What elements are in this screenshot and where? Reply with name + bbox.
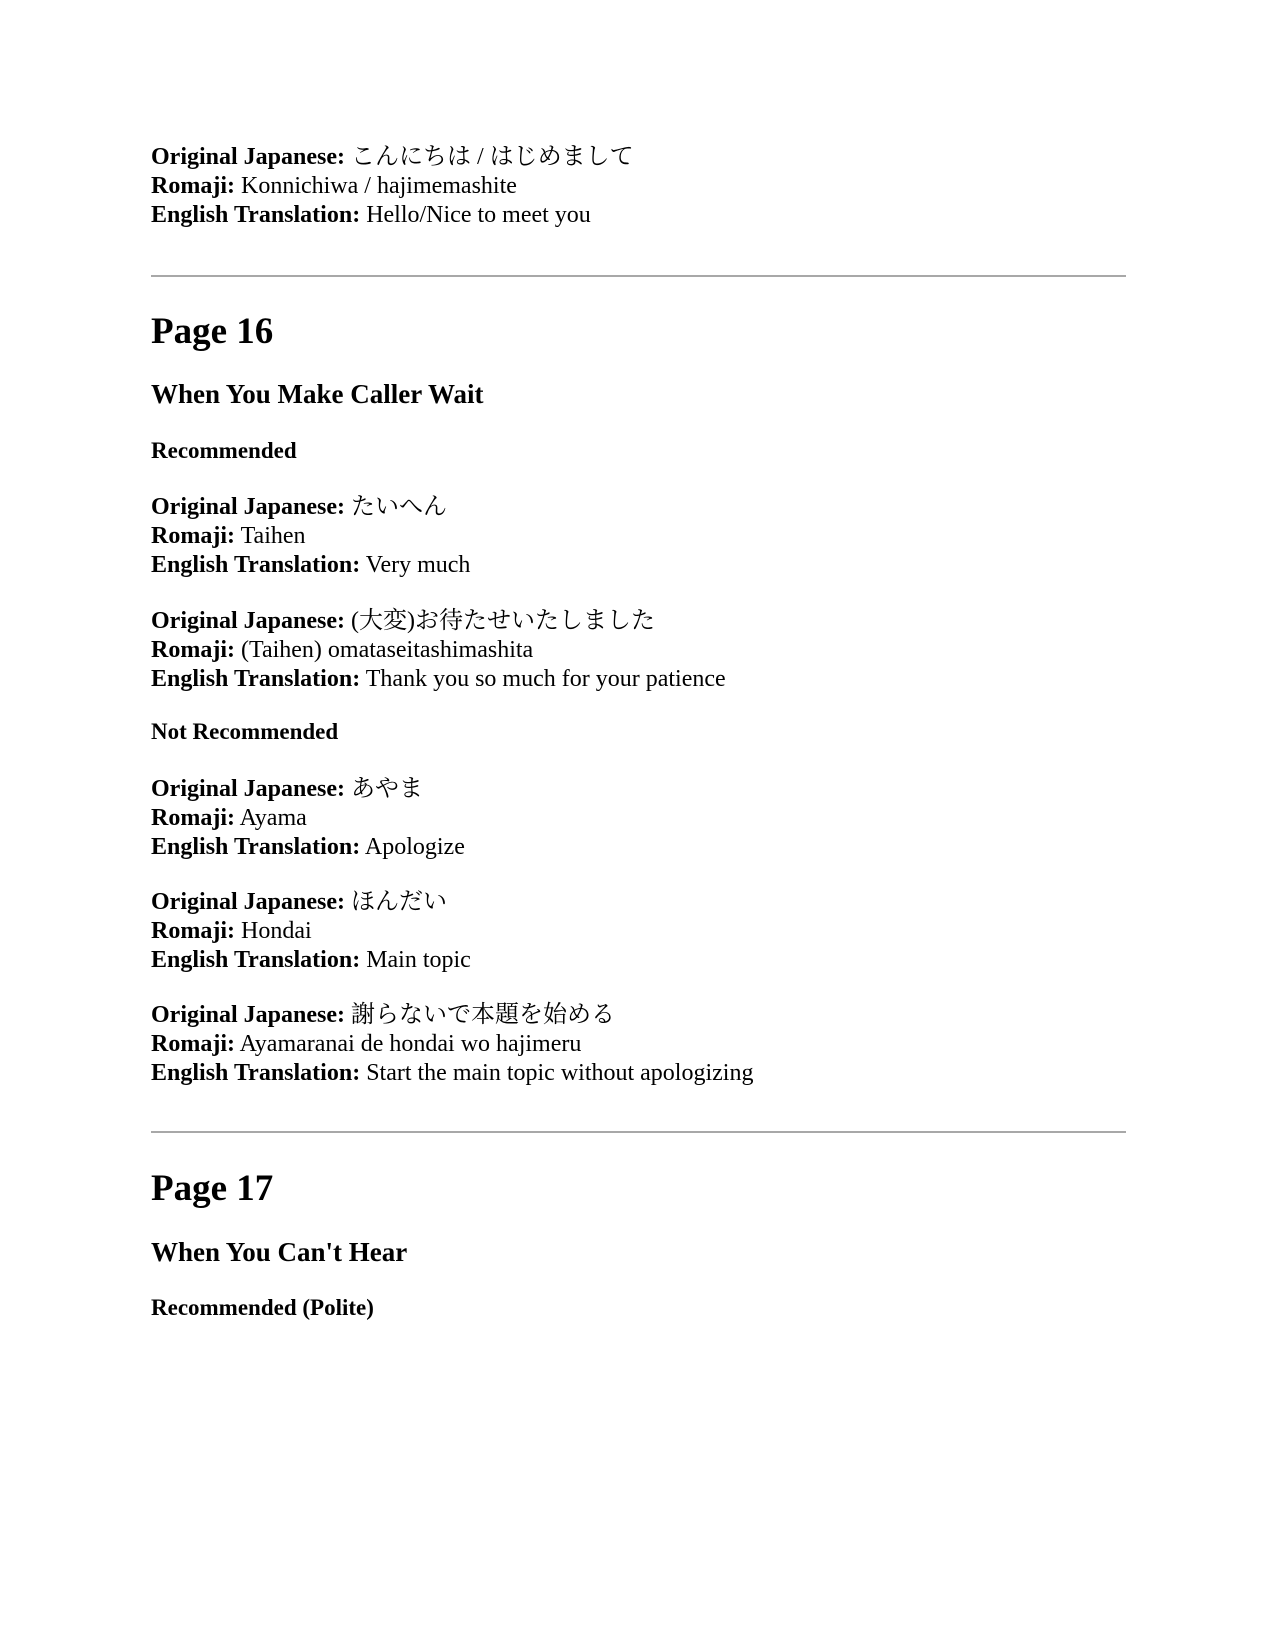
english-label: English Translation: [151, 1060, 361, 1086]
romaji-label: Romaji: [151, 805, 235, 831]
romaji-text: Konnichiwa / hajimemashite [240, 173, 517, 199]
romaji-label: Romaji: [151, 1031, 235, 1057]
english-label: English Translation: [151, 552, 361, 578]
english-line [151, 946, 471, 975]
romaji-label: Romaji: [151, 637, 235, 663]
subsection-heading: Not Recommended [151, 719, 339, 744]
subsection-heading: Recommended (Polite) [151, 1295, 374, 1320]
romaji-line [151, 804, 465, 833]
japanese-text: 謝らないで本題を始める [351, 1002, 616, 1028]
japanese-line [151, 143, 634, 172]
romaji-label: Romaji: [151, 523, 235, 549]
romaji-line [151, 917, 471, 946]
section-heading: When You Make Caller Wait [151, 379, 484, 409]
phrase-entry [151, 607, 726, 694]
phrase-entry [151, 493, 470, 580]
romaji-text: Taihen [240, 523, 306, 549]
romaji-label: Romaji: [151, 173, 235, 199]
english-text: Start the main topic without apologizing [366, 1060, 754, 1086]
japanese-label: Original Japanese: [151, 776, 346, 802]
page-title: Page 17 [151, 1168, 274, 1209]
section-divider [151, 1131, 1126, 1133]
english-text: Main topic [366, 947, 471, 973]
japanese-text: (大変)お待たせいたしました [351, 608, 655, 634]
romaji-text: Hondai [240, 918, 312, 944]
section-heading: When You Can't Hear [151, 1237, 408, 1267]
english-line [151, 833, 465, 862]
japanese-label: Original Japanese: [151, 608, 346, 634]
english-line [151, 551, 470, 580]
phrase-entry [151, 888, 471, 975]
phrase-entry [151, 775, 465, 862]
japanese-text: こんにちは / はじめまして [351, 144, 634, 170]
japanese-label: Original Japanese: [151, 144, 346, 170]
japanese-line [151, 1001, 753, 1030]
english-text: Apologize [364, 834, 465, 860]
english-label: English Translation: [151, 947, 361, 973]
japanese-line [151, 775, 465, 804]
japanese-label: Original Japanese: [151, 1002, 346, 1028]
japanese-label: Original Japanese: [151, 889, 346, 915]
japanese-line [151, 888, 471, 917]
romaji-line [151, 172, 634, 201]
japanese-line [151, 607, 726, 636]
page-title: Page 16 [151, 311, 274, 352]
romaji-text: Ayamaranai de hondai wo hajimeru [239, 1031, 582, 1057]
english-label: English Translation: [151, 666, 361, 692]
romaji-line [151, 636, 726, 665]
japanese-text: ほんだい [351, 889, 448, 915]
english-line [151, 1059, 753, 1088]
english-label: English Translation: [151, 202, 361, 228]
japanese-line [151, 493, 470, 522]
japanese-label: Original Japanese: [151, 494, 346, 520]
romaji-text: Ayama [239, 805, 307, 831]
romaji-text: (Taihen) omataseitashimashita [240, 637, 534, 663]
phrase-entry [151, 143, 634, 230]
english-line [151, 665, 726, 694]
romaji-label: Romaji: [151, 918, 235, 944]
romaji-line [151, 522, 470, 551]
english-text: Very much [365, 552, 471, 578]
romaji-line [151, 1030, 753, 1059]
english-label: English Translation: [151, 834, 361, 860]
japanese-text: たいへん [351, 494, 448, 520]
section-divider [151, 275, 1126, 277]
subsection-heading: Recommended [151, 438, 297, 463]
phrase-entry [151, 1001, 753, 1088]
english-text: Thank you so much for your patience [365, 666, 726, 692]
japanese-text: あやま [351, 776, 424, 802]
english-text: Hello/Nice to meet you [366, 202, 591, 228]
english-line [151, 201, 634, 230]
